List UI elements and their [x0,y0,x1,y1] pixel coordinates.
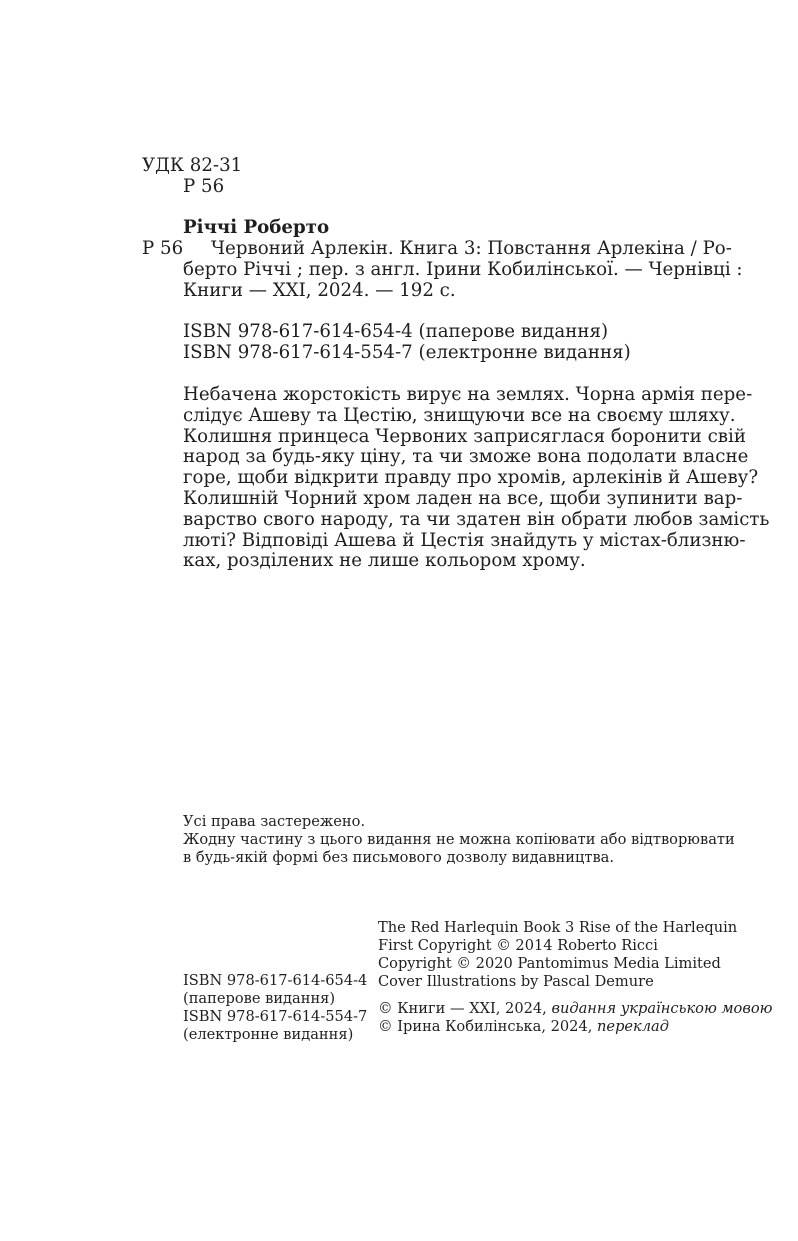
imprint-isbn-line: ISBN 978-617-614-654-4 [183,972,368,989]
annotation [183,384,770,572]
udc-code: УДК 82-31 [142,155,243,176]
citation-line: берто Річчі ; пер. з англ. Ірини Кобилінської. — Чернівці : [183,258,743,280]
imprint-isbn-line: (паперове видання) [183,990,336,1007]
imprint-isbn-column [183,972,367,1044]
author-heading: Річчі Роберто [183,217,330,238]
annotation-line: слідує Ашеву та Цестію, знищуючи все на своєму шляху. [183,404,736,426]
publisher-copyright: © Книги — ХХІ, 2024, [378,1000,552,1017]
isbn-line: ISBN 978-617-614-654-4 (паперове видання) [183,321,609,342]
translator-copyright-note: переклад [597,1018,670,1035]
annotation-line: варство свого народу, та чи здатен він обрати любов замість [183,508,770,530]
rights-notice [183,813,735,867]
imprint-copyright-column [378,919,772,1036]
imprint-isbn-line: (електронне видання) [183,1026,354,1043]
citation-line: Книги — ХХІ, 2024. — 192 с. [183,279,456,301]
annotation-line: Колишній Чорний хром ладен на все, щоби зупинити вар- [183,487,743,509]
original-copyright-line: Copyright © 2020 Pantomimus Media Limited [378,955,721,972]
imprint-isbn-line: ISBN 978-617-614-554-7 [183,1008,368,1025]
translator-copyright-line [378,1018,772,1036]
rights-line: Жодну частину з цього видання не можна копіювати або відтворювати [183,831,735,848]
annotation-line: Небачена жорстокість вирує на землях. Чорна армія пере- [183,384,753,405]
annotation-line: Колишня принцеса Червоних заприсяглася боронити свій [183,425,746,447]
annotation-line: ках, розділених не лише кольором хрому. [183,550,586,572]
citation-line: Червоний Арлекін. Книга 3: Повстання Арлекіна / Ро- [211,238,732,259]
publisher-copyright-note: видання українською мовою [551,1000,773,1017]
annotation-line: горе, щоби відкрити правду про хромів, арлекінів й Ашеву? [183,467,759,489]
original-title-line: The Red Harlequin Book 3 Rise of the Harlequin [378,919,738,936]
bibliographic-citation [183,238,743,301]
isbn-block [183,322,704,364]
annotation-line: люті? Відповіді Ашева й Цестія знайдуть у містах-близню- [183,529,746,551]
rights-line: в будь-якій формі без письмового дозволу видавництва. [183,849,615,866]
original-copyright-line: First Copyright © 2014 Roberto Ricci [378,937,658,954]
cover-credit-line: Cover Illustrations by Pascal Demure [378,973,654,990]
annotation-line: народ за будь-яку ціну, та чи зможе вона подолати власне [183,446,749,468]
rights-line: Усі права застережено. [183,813,366,830]
translator-copyright: © Ірина Кобилінська, 2024, [378,1018,598,1035]
publisher-copyright-line [378,1000,772,1018]
isbn-line: ISBN 978-617-614-554-7 (електронне видання) [183,341,631,363]
author-mark: Р 56 [183,176,225,197]
author-mark-left: Р 56 [142,238,184,259]
